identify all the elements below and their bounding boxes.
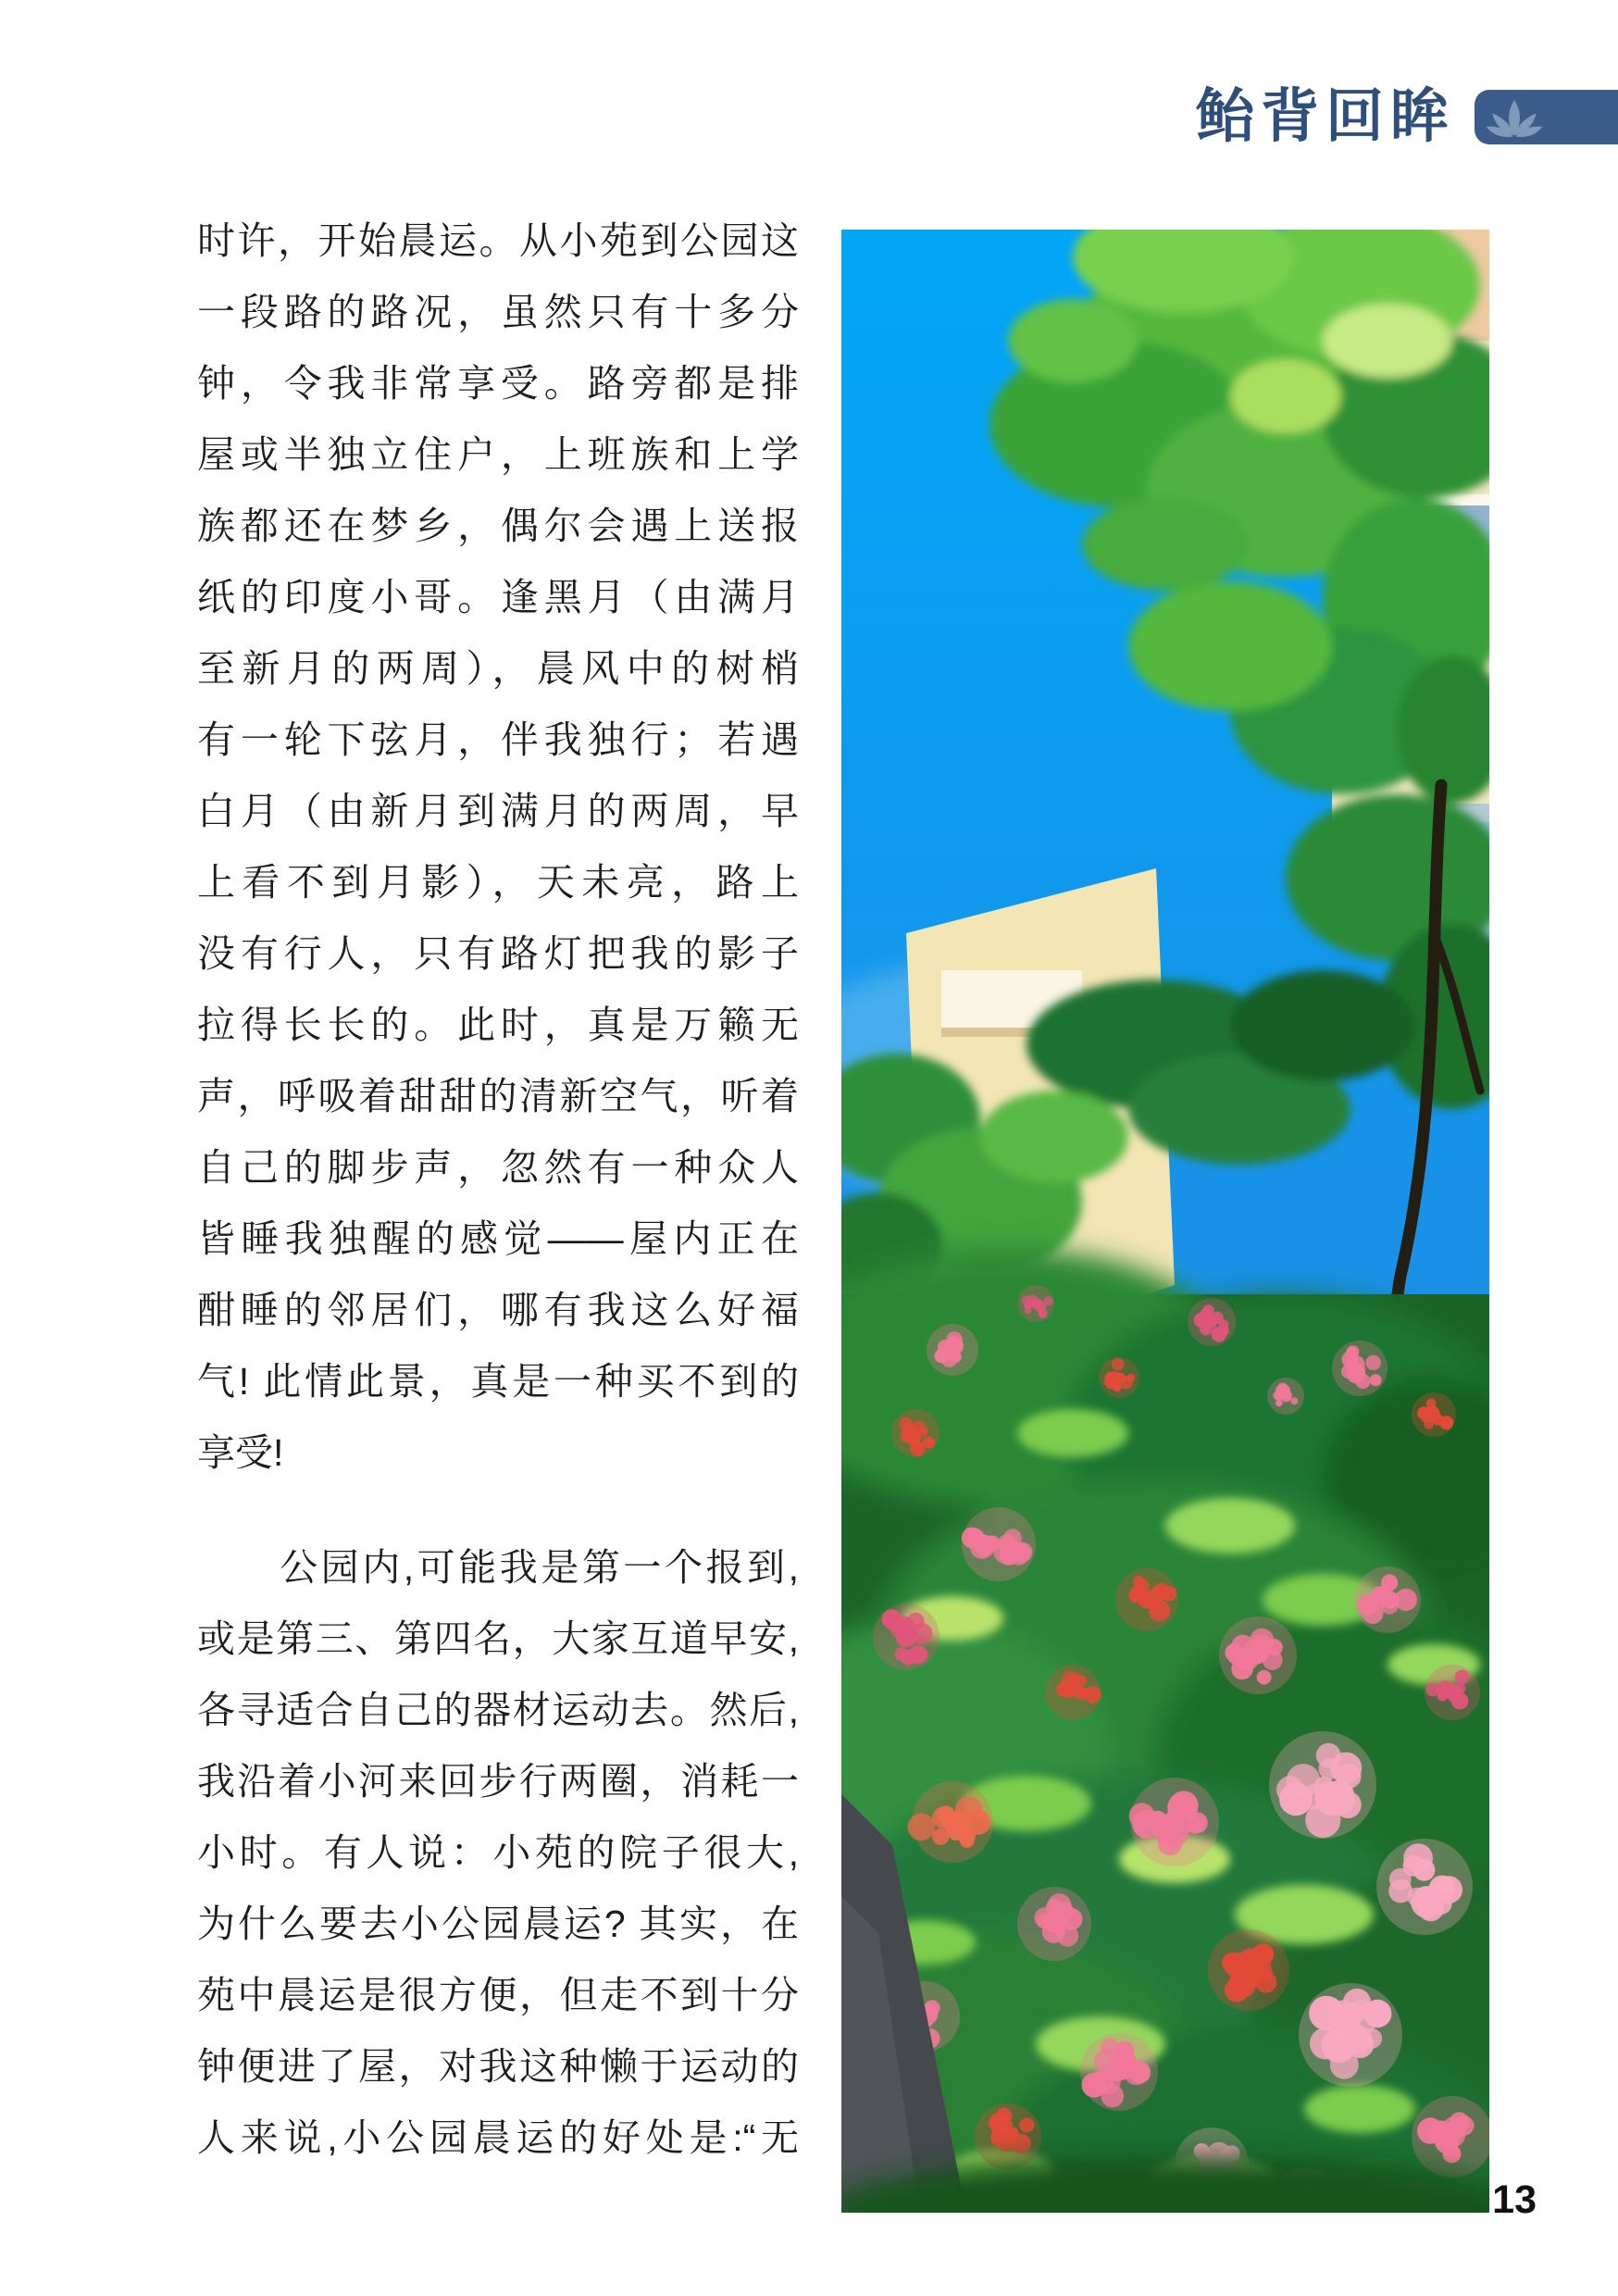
text-line: 纸的印度小哥。逢黑月（由满月 — [197, 576, 799, 618]
text-line: 上看不到月影），天未亮，路上 — [197, 861, 799, 904]
text-line: 钟便进了屋，对我这种懒于运动的 — [197, 2045, 799, 2088]
text-line: 小时。有人说：小苑的院子很大, — [197, 1831, 799, 1874]
text-line: 时许，开始晨运。从小苑到公园这 — [197, 219, 799, 262]
text-line: 没有行人，只有路灯把我的影子 — [197, 932, 799, 975]
text-line: 享受! — [197, 1431, 284, 1474]
text-line: 声，呼吸着甜甜的清新空气，听着 — [197, 1075, 799, 1117]
header-accent-bar — [1475, 90, 1618, 144]
text-line: 人来说,小公园晨运的好处是:“无 — [197, 2116, 799, 2159]
text-line: 屋或半独立住户，上班族和上学 — [197, 433, 799, 476]
text-line: 自己的脚步声，忽然有一种众人 — [197, 1146, 799, 1189]
paragraph-gap — [197, 1489, 799, 1532]
text-line: 钟，令我非常享受。路旁都是排 — [197, 362, 799, 405]
text-line: 公园内,可能我是第一个报到, — [197, 1546, 799, 1589]
garden-photo-illustration — [841, 230, 1489, 2213]
text-line: 白月（由新月到满月的两周，早 — [197, 790, 799, 832]
lotus-icon — [1484, 95, 1545, 140]
text-line: 至新月的两周），晨风中的树梢 — [197, 647, 799, 690]
text-line: 一段路的路况，虽然只有十多分 — [197, 291, 799, 333]
text-line: 拉得长长的。此时，真是万籁无 — [197, 1004, 799, 1046]
text-line: 各寻适合自己的器材运动去。然后, — [197, 1689, 799, 1731]
text-line: 皆睡我独醒的感觉——屋内正在 — [197, 1217, 799, 1260]
page-number: 13 — [1492, 2177, 1537, 2222]
garden-photo — [841, 230, 1489, 2213]
text-line: 为什么要去小公园晨运? 其实，在 — [197, 1903, 799, 1945]
section-title: 鲐背回眸 — [1196, 84, 1455, 149]
photo-bushes — [841, 1248, 1489, 2213]
text-line: 族都还在梦乡，偶尔会遇上送报 — [197, 505, 799, 547]
article-text-column — [197, 206, 799, 2174]
text-line: 酣睡的邻居们，哪有我这么好福 — [197, 1289, 799, 1331]
text-line: 气! 此情此景，真是一种买不到的 — [197, 1360, 799, 1403]
text-line: 有一轮下弦月，伴我独行；若遇 — [197, 718, 799, 761]
text-line: 苑中晨运是很方便，但走不到十分 — [197, 1974, 799, 2016]
text-line: 我沿着小河来回步行两圈，消耗一 — [197, 1760, 799, 1803]
text-line: 或是第三、第四名，大家互道早安, — [197, 1617, 799, 1660]
